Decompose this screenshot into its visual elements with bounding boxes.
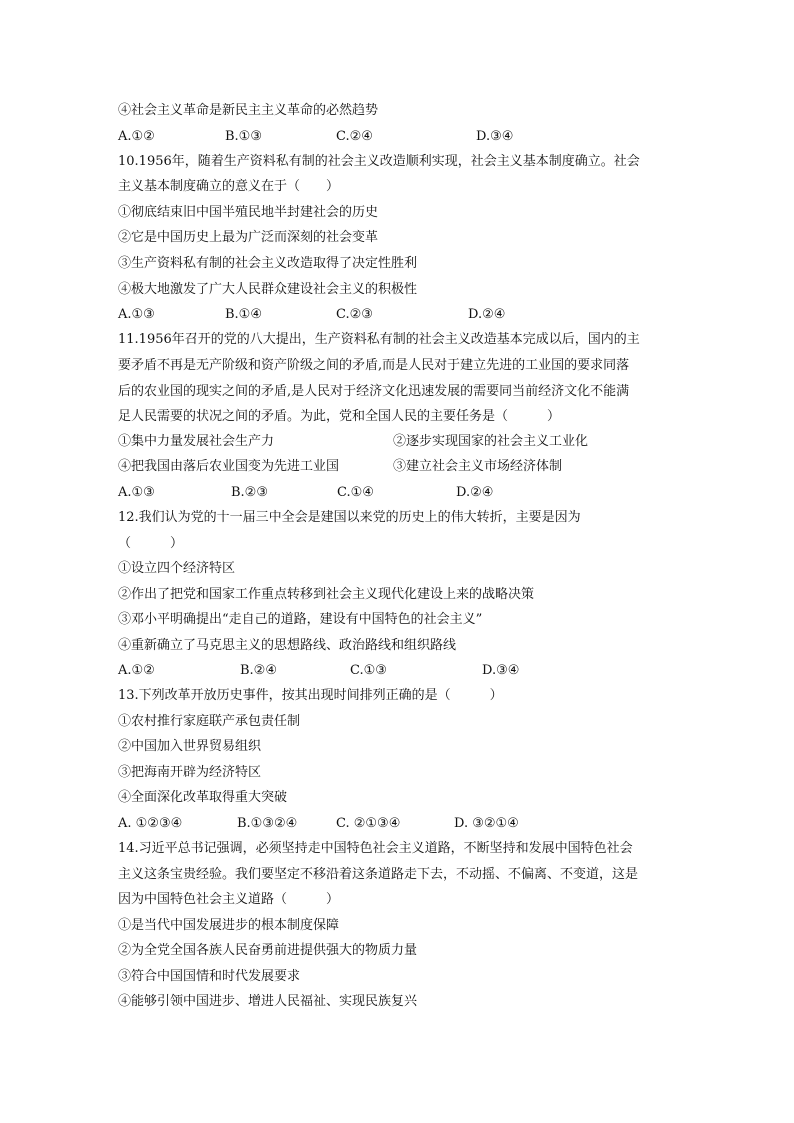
q11-answer-c: C.①④: [337, 485, 374, 500]
q10-option-2: ②它是中国历史上最为广泛而深刻的社会变革: [118, 230, 379, 245]
q14-option-4: ④能够引领中国进步、增进人民福祉、实现民族复兴: [118, 994, 418, 1009]
q12-answer-d: D.③④: [482, 663, 520, 678]
q10-option-4: ④极大地激发了广大人民群众建设社会主义的积极性: [118, 282, 418, 297]
q12-option-1: ①设立四个经济特区: [118, 561, 236, 576]
q13-answer-a: A. ①②③④: [118, 816, 183, 831]
q10-option-3: ③生产资料私有制的社会主义改造取得了决定性胜利: [118, 256, 418, 271]
q10-stem-line-2: 主义基本制度确立的意义在于（ ）: [118, 179, 340, 194]
q12-option-3: ③邓小平明确提出“走自己的道路，建设有中国特色的社会主义”: [118, 612, 483, 627]
q9-answer-a: A.①②: [118, 129, 155, 144]
q11-option-2: ②逐步实现国家的社会主义工业化: [393, 434, 589, 449]
q12-option-4: ④重新确立了马克思主义的思想路线、政治路线和组织路线: [118, 638, 457, 653]
q11-stem-line-3: 后的农业国的现实之间的矛盾,是人民对于经济文化迅速发展的需要同当前经济文化不能满: [118, 384, 630, 399]
q9-option-4: ④社会主义革命是新民主主义革命的必然趋势: [118, 103, 379, 118]
q9-answer-c: C.②④: [336, 129, 373, 144]
q12-stem-line-2: （ ）: [118, 536, 184, 551]
q12-answer-a: A.①②: [118, 663, 155, 678]
q13-option-1: ①农村推行家庭联产承包责任制: [118, 714, 301, 729]
q11-answer-a: A.①③: [118, 485, 155, 500]
q11-option-3: ③建立社会主义市场经济体制: [393, 459, 563, 474]
q12-answer-c: C.①③: [350, 663, 387, 678]
q14-stem-line-1: 14.习近平总书记强调，必须坚持走中国特色社会主义道路，不断坚持和发展中国特色社会: [118, 841, 633, 856]
q14-option-2: ②为全党全国各族人民奋勇前进提供强大的物质力量: [118, 943, 418, 958]
q13-stem: 13.下列改革开放历史事件，按其出现时间排列正确的是（ ）: [118, 688, 503, 703]
q13-answer-d: D. ③②①④: [454, 816, 519, 831]
q11-option-4: ④把我国由落后农业国变为先进工业国: [118, 459, 340, 474]
q13-option-3: ③把海南开辟为经济特区: [118, 765, 262, 780]
q11-stem-line-1: 11.1956年召开的党的八大提出，生产资料私有制的社会主义改造基本完成以后，国内的主: [118, 332, 640, 347]
q11-stem-line-2: 要矛盾不再是无产阶级和资产阶级之间的矛盾,而是人民对于建立先进的工业国的要求同落: [118, 358, 630, 373]
q9-answer-b: B.①③: [225, 129, 262, 144]
q9-answer-d: D.③④: [476, 129, 514, 144]
q10-answer-c: C.②③: [336, 307, 373, 322]
q11-stem-line-4: 足人民需要的状况之间的矛盾。为此，党和全国人民的主要任务是（ ）: [118, 409, 561, 424]
q14-stem-line-2: 主义这条宝贵经验。我们要坚定不移沿着这条道路走下去，不动摇、不偏离、不变道，这是: [118, 867, 639, 882]
q11-answer-b: B.②③: [231, 485, 268, 500]
q10-option-1: ①彻底结束旧中国半殖民地半封建社会的历史: [118, 205, 379, 220]
q12-stem-line-1: 12.我们认为党的十一届三中全会是建国以来党的历史上的伟大转折，主要是因为: [118, 510, 581, 525]
q12-answer-b: B.②④: [240, 663, 277, 678]
q11-answer-d: D.②④: [456, 485, 494, 500]
q14-option-3: ③符合中国国情和时代发展要求: [118, 969, 301, 984]
q10-answer-d: D.②④: [468, 307, 506, 322]
q14-option-1: ①是当代中国发展进步的根本制度保障: [118, 918, 340, 933]
q14-stem-line-3: 因为中国特色社会主义道路（ ）: [118, 892, 340, 907]
q10-stem-line-1: 10.1956年，随着生产资料私有制的社会主义改造顺利实现，社会主义基本制度确立。社会: [118, 154, 640, 169]
q13-option-2: ②中国加入世界贸易组织: [118, 739, 262, 754]
q11-option-1: ①集中力量发展社会生产力: [118, 434, 275, 449]
q12-option-2: ②作出了把党和国家工作重点转移到社会主义现代化建设上来的战略决策: [118, 587, 535, 602]
q13-option-4: ④全面深化改革取得重大突破: [118, 790, 288, 805]
q13-answer-c: C. ②①③④: [336, 816, 401, 831]
q10-answer-a: A.①③: [118, 307, 155, 322]
q10-answer-b: B.①④: [225, 307, 262, 322]
q13-answer-b: B.①③②④: [237, 816, 298, 831]
